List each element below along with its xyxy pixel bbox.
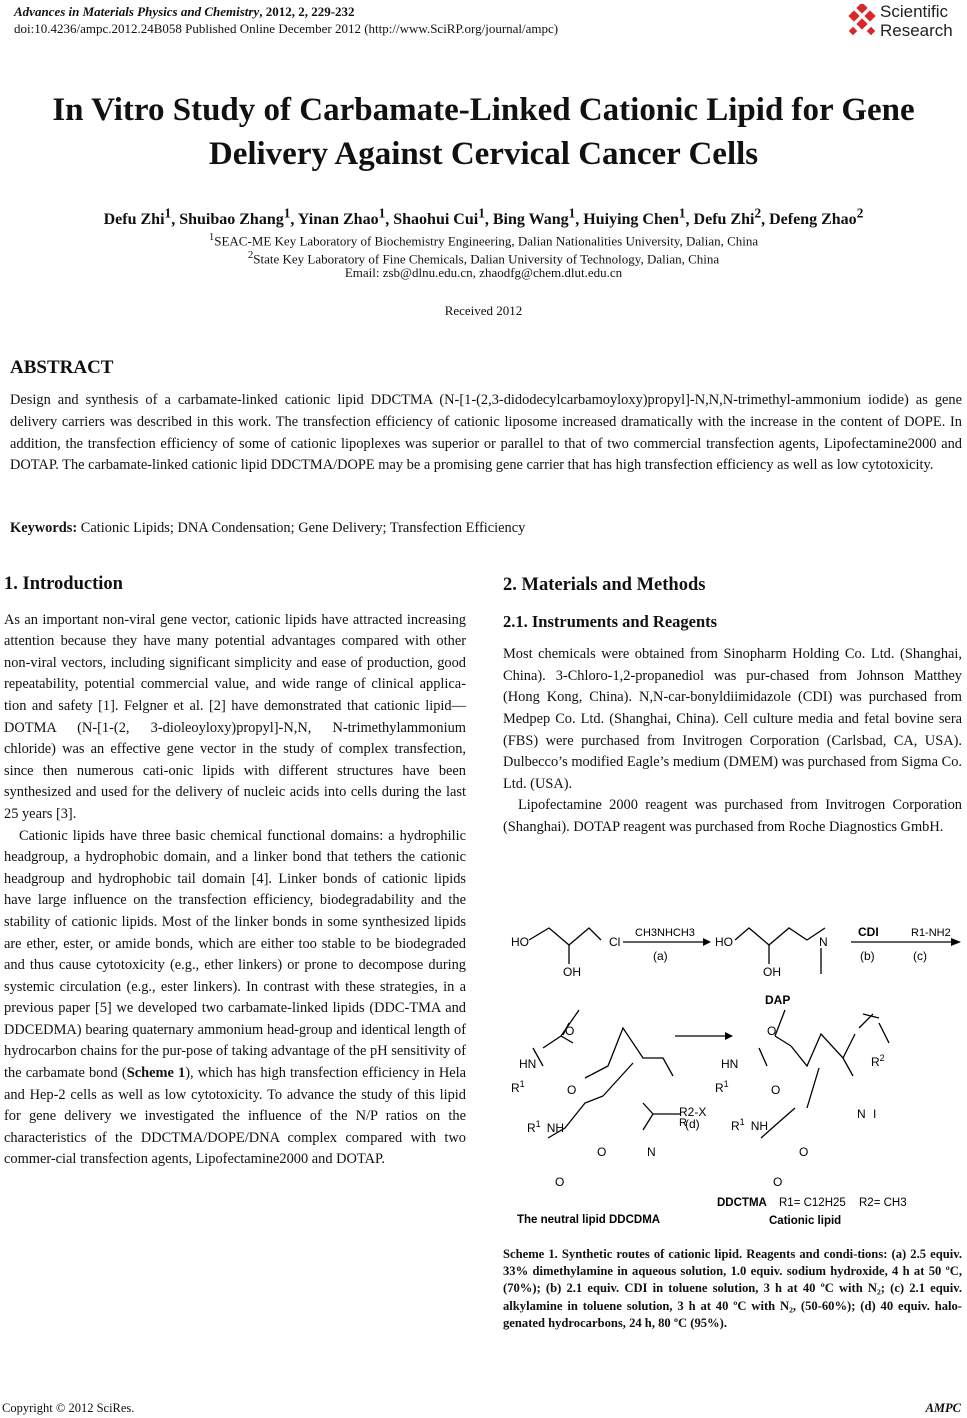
intro-heading: 1. Introduction (4, 574, 123, 594)
methods-subheading: 2.1. Instruments and Reagents (503, 611, 718, 631)
abstract-heading: ABSTRACT (10, 357, 114, 378)
title-line1: In Vitro Study of Carbamate-Linked Cationic Lipid for Gene (52, 92, 915, 128)
introduction-section (4, 574, 466, 1171)
scheme-text: O (773, 1175, 783, 1189)
author: Defeng Zhao$^2$ (769, 206, 864, 229)
scheme-text: O (565, 1024, 575, 1038)
scheme-1-figure (503, 918, 962, 1236)
scheme-text: O (597, 1145, 607, 1159)
scheme-text: O (555, 1175, 565, 1189)
scheme-text: HN (721, 1057, 739, 1071)
scheme-r1: $R^1$ (715, 1079, 729, 1095)
copyright-footer: Copyright © 2012 SciRes. (2, 1401, 135, 1415)
intro-paragraph-2: Cationic lipids have three basic chemical functional domains: a hydrophilic headgroup, a hydrophobic domain, and a linker bond that tethers the cationic headgroup and hydrophobic tail domain [4]. Linker bonds of cationic lipids have large influence on the transfection efficiency, biodegradability and the stability of cationic lipids. Most of the linker bonds in some synthesized lipids are ether, ester, or amide bonds, which are either too stable to be biodegraded and thus cause cytotoxicity (e.g., ether linkers) or prone to decompose during systemic circulation (e.g., ester linkers). In contrast with these strategies, in a previous paper [5] we developed two carbamate-linked lipids (DDC-TMA and DDCEDMA) bearing quaternary ammonium head-group and identical length of hydrocarbon chains for the pur-pose of taking advantage of the pH sensitivity of the carbamate bond (Scheme 1), which has high transfection efficiency in Hela and Hep-2 cells as well as low cytotoxicity. To advance the study of this lipid for gene delivery we investigated the influence of the N/P ratios on the characteristics of the DDCTMA/DOPE/DNA complex compared with two commer-cial transfection agents, Lipofectamine2000 and DOTAP. (4, 827, 467, 1168)
ddctma-label: DDCTMA (717, 1197, 767, 1209)
methods-paragraph-1: Most chemicals were obtained from Sinopharm Holding Co. Ltd. (Shanghai, China). 3-Chloro-1,2-propanediol was pur-chased from Johnson Matthey (Hong Kong, China). N,N-car-bonyldiimidazole (CDI) was purchased from Medpep Co. Ltd. (Shanghai, China). Cell culture media and fetal bovine sera (FBS) were purchased from Invitrogen Corporation (Carlsbad, CA, USA). Dulbecco’s modified Eagle’s medium (DMEM) was purchased from Sigma Co. Ltd. (USA). (503, 646, 962, 792)
step-label-c: (c) (913, 949, 927, 963)
received-date: Received 2012 (444, 303, 523, 318)
reagent-c: R1-NH2 (911, 927, 951, 939)
scheme-text: HO (715, 935, 733, 949)
r1-definition: R1= C12H25 (779, 1197, 846, 1209)
abstract-text: Design and synthesis of a carbamate-linked cationic lipid DDCTMA (N-[1-(2,3-didodecylcarbamoyloxy)propyl]-N,N,N-trimethyl-ammonium iodide) as gene delivery carriers was described in this work. The transfection efficiency of cationic liposome increased dramatically with the increase in the content of DOPE. In addition, the transfection efficiency of some of cationic lipoplexes was superior or parallel to that of two commercial transfection agents, Lipofectamine2000 and DOTAP. The carbamate-linked cationic lipid DDCTMA/DOPE may be a promising gene carrier that has high transfection efficiency as well as low cytotoxicity. (10, 392, 962, 474)
author: Bing Wang$^1$ (492, 206, 576, 229)
methods-section (503, 575, 962, 839)
title-line2: Delivery Against Cervical Cancer Cells (208, 136, 759, 172)
reagent-d: R (679, 1117, 687, 1129)
author: Defu Zhi$^2$ (693, 206, 762, 229)
scheme-text: HN (519, 1057, 537, 1071)
scheme-text: N (819, 935, 828, 949)
author-list: Defu Zhi$^1$, Shuibao Zhang$^1$, Yinan Zhao$^1$, Shaohui Cui$^1$, Bing Wang$^1$, Huiying Chen$^1$, Defu Zhi$^2$, Defeng Zhao$^2$ (103, 206, 864, 229)
r2-definition: R2= CH3 (859, 1197, 907, 1209)
keywords-text: Cationic Lipids; DNA Condensation; Gene Delivery; Transfection Efficiency (80, 520, 526, 536)
paper-title (0, 88, 967, 176)
step-label-a: (a) (653, 949, 668, 963)
methods-paragraph-2: Lipofectamine 2000 reagent was purchased from Invitrogen Corporation (Shanghai). DOTAP reagent was purchased from Roche Diagnostics GmbH. (503, 797, 962, 835)
doi-line: doi:10.4236/ampc.2012.24B058 Published Online December 2012 (http://www.SciRP.org/journal/ampc) (14, 21, 559, 36)
dap-label: DAP (765, 993, 791, 1007)
scheme-text: O (567, 1083, 577, 1097)
keywords (10, 520, 525, 537)
intro-paragraph-1: As an important non-viral gene vector, cationic lipids have attracted increasing attention because they have many potential advantages compared with other non-viral vectors, including significant simplicity and ease of production, good repeatability, potential commercial value, and wide range of clinical applica-tion and safety [1]. Felgner et al. [2] have demonstrated that cationic lipid—DOTMA (N-[1-(2, 3-dioleoyloxy)propyl]-N,N, N-trimethylammonium chloride) was an effective gene vector in the study of complex transfection, since then numerous cati-onic lipids with different structures have been synthesized and used for the delivery of nucleic acids into cells during the last 25 years [3]. (4, 611, 466, 822)
scheme-r1-nh: $R^1$ NH (731, 1117, 769, 1133)
scheme-text: O (771, 1083, 781, 1097)
scheme-text: HO (511, 935, 529, 949)
reagent-a: CH3NHCH3 (635, 927, 695, 939)
journal-header (14, 3, 558, 37)
step-label-b: (b) (860, 949, 875, 963)
author-email[interactable]: Email: zsb@dlnu.edu.cn, zhaodfg@chem.dlut.edu.cn (344, 265, 623, 280)
scheme-r1-nh: $R^1$ NH (527, 1119, 565, 1135)
chloropropanediol-bonds (529, 928, 601, 945)
publisher-logo[interactable] (846, 2, 961, 44)
scheme-text: O (799, 1145, 809, 1159)
author: Huiying Chen$^1$ (583, 206, 686, 229)
keywords-label: Keywords: (10, 520, 78, 536)
author: Yinan Zhao$^1$ (297, 206, 386, 229)
step-label-d: (d) (685, 1117, 700, 1131)
scheme-text: N (647, 1145, 656, 1159)
scheme-caption: Scheme 1. Synthetic routes of cationic lipid. Reagents and condi-tions: (a) 2.5 equiv. 33% dimethylamine in aqueous solution, 1.0 equiv. sodium hydroxide, 4 h at 50 ºC, (70%); (b) 2.1 equiv. CDI in toluene solution, 3 h at 40 ºC with N₂; (c) 2.1 equiv. alkylamine in toluene solution, 3 h at 40 ºC with N₂, (50-60%); (d) 40 equiv. halo-genated hydrocarbons, 24 h, 80 ºC (95%). (503, 1247, 962, 1330)
journal-abbr-footer: AMPC (925, 1401, 961, 1415)
author: Shaohui Cui$^1$ (393, 206, 485, 229)
logo-line2: Research (880, 21, 953, 40)
journal-citation: , 2012, 2, 229-232 (259, 4, 355, 19)
scheme-text: Cl (609, 935, 621, 949)
reagent-b: CDI (858, 925, 879, 939)
reagent-d-text: R2-X (679, 1105, 707, 1119)
scheme-text: OH (763, 965, 781, 979)
scheme-text: OH (563, 965, 581, 979)
author: Defu Zhi$^1$ (103, 206, 172, 229)
scheme-iodide: I (873, 1107, 877, 1121)
author: Shuibao Zhang$^1$ (179, 206, 291, 229)
ddcdma-label: The neutral lipid DDCDMA (517, 1214, 661, 1226)
scheme-r1: $R^1$ (511, 1079, 525, 1095)
journal-name: Advances in Materials Physics and Chemistry (14, 4, 260, 19)
methods-heading: 2. Materials and Methods (503, 575, 706, 595)
affiliation-2: $^2$State Key Laboratory of Fine Chemicals, Dalian University of Technology, Dalian, China (247, 249, 720, 267)
scheme-text: O (767, 1024, 777, 1038)
scheme-ref-link[interactable]: Scheme 1 (126, 1065, 186, 1082)
cationic-lipid-label: Cationic lipid (769, 1215, 842, 1227)
scheme-r2: $R^2$ (871, 1053, 885, 1069)
scheme-text: N (857, 1107, 866, 1121)
logo-line1: Scientific (880, 2, 949, 21)
affiliation-1: $^1$SEAC-ME Key Laboratory of Biochemistry Engineering, Dalian Nationalities University, Dalian, China (208, 231, 759, 249)
scientific-research-logo-icon (846, 4, 878, 38)
